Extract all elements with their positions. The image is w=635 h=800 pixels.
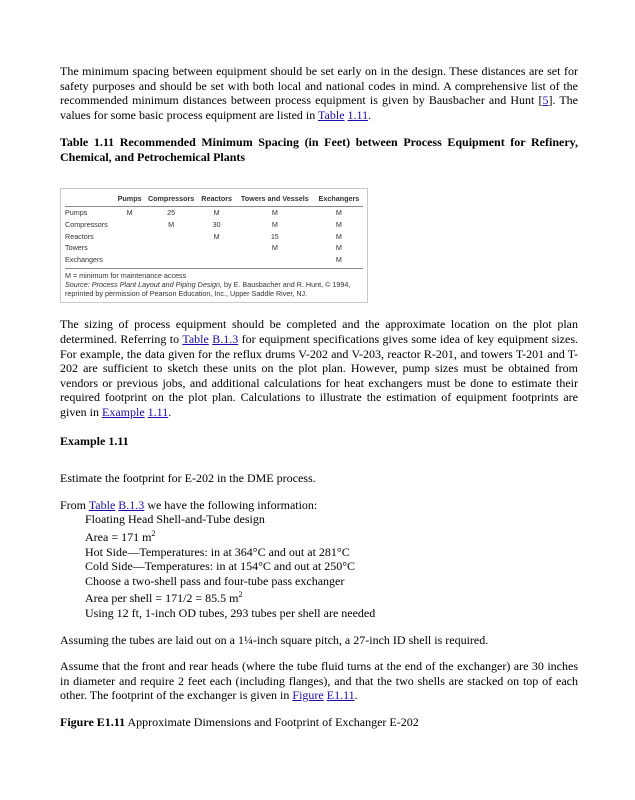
sizing-text-2: for equipment specifications gives some idea of key equipment sizes. For example, the data given for the reflux drums V-202 and V-203, reactor R-201, and towers T-201 and T-202 are sufficient to sketch these units on the plot plan. However, pump sizes must be obtained from vendors or previous jobs, and additional calculations for heat exchangers must be done to estimate their required footprint on the plot plan. Calculations to illustrate the estimation of equipment footprints are given in [60,332,578,420]
table-cell [144,254,199,266]
table-cell: M [271,219,278,229]
table-cell: Towers [65,243,88,253]
header-cell: Towers and Vessels [235,192,315,207]
list-item [85,588,578,606]
list-item: Hot Side—Temperatures: in at 364°C and out at 281°C [85,544,350,559]
spacing-table-image [60,188,368,304]
table-cell: M [213,231,220,241]
header-cell: Reactors [198,192,234,207]
table-cell: Pumps [65,207,88,217]
table-cell: M [168,219,175,229]
superscript: 2 [238,590,243,600]
table-cell: M [335,219,342,229]
table-cell: M [335,243,342,253]
table-cell: 25 [167,207,176,217]
list-item [85,527,578,545]
intro-paragraph [60,64,578,122]
table-cell [235,254,315,266]
sizing-end: . [168,405,172,420]
ref-5-link[interactable]: 5 [542,93,549,108]
table-cell [198,254,234,266]
header-cell: Exchangers [315,192,363,207]
table-cell [115,242,143,254]
source-italic: Source: Process Plant Layout and Piping Design, [65,280,223,290]
table-cell [115,218,143,230]
table-row [65,218,363,230]
table-cell: Compressors [65,219,108,229]
document-page [60,64,578,730]
assume-heads-paragraph [60,659,578,703]
table-cell: 15 [270,231,279,241]
table-cell: M [213,207,220,217]
table-cell: 30 [212,219,221,229]
superscript: 2 [151,529,156,538]
table-cell [198,242,234,254]
area-text: Area = 171 m [85,530,152,544]
header-cell: Compressors [144,192,199,207]
table-1-11-link[interactable]: 1.11 [347,107,369,122]
table-row [65,254,363,266]
figure-caption-text: Approximate Dimensions and Footprint of Exchanger E-202 [125,714,419,729]
from-line [60,498,578,513]
figure-label: Figure E1.11 [60,714,126,729]
figure-e1-11-link[interactable]: E1.11 [326,688,355,703]
table-cell [144,230,199,242]
spacing-table-header-row [65,192,363,207]
table-link[interactable]: Table [182,332,209,347]
sizing-text: The sizing of process equipment should be completed and the approximate location on the plot plan determined. Referring to [60,317,578,347]
figure-link[interactable]: Figure [292,688,324,703]
table-cell: M [126,207,133,217]
table-source [65,280,363,298]
example-1-11-link[interactable]: 1.11 [147,405,169,420]
table-cell: M [335,231,342,241]
table-b-1-3-link[interactable]: B.1.3 [118,497,145,512]
from-text-2: we have the following information: [144,497,318,512]
list-item: Using 12 ft, 1-inch OD tubes, 293 tubes per shell are needed [85,605,376,620]
source-rest: by E. Bausbacher and R. Hunt, © 1994, reprinted by permission of Pearson Education, Inc., Upper Saddle River, NJ. [65,280,351,299]
list-item: Cold Side—Temperatures: in at 154°C and out at 250°C [85,559,356,574]
list-item: Choose a two-shell pass and four-tube pass exchanger [85,573,345,588]
spacing-table [65,192,363,266]
info-list [60,512,578,620]
estimate-paragraph: Estimate the footprint for E-202 in the DME process. [60,471,316,486]
from-text: From [60,497,87,512]
table-row [65,206,363,218]
area-per-shell-text: Area per shell = 171/2 = 85.5 m [85,591,239,606]
table-row [65,230,363,242]
assume-tubes-paragraph: Assuming the tubes are laid out on a 1¼-inch square pitch, a 27-inch ID shell is required. [60,632,489,647]
table-b-1-3-link[interactable]: B.1.3 [212,332,239,347]
table-link[interactable]: Table [88,497,116,512]
list-item: Floating Head Shell-and-Tube design [85,512,265,527]
table-cell: Reactors [65,231,94,241]
table-row [65,242,363,254]
figure-caption [60,715,578,730]
table-cell [115,230,143,242]
intro-text-2: ]. The values for some basic process equipment are listed in [60,93,578,122]
heads-text: Assume that the front and rear heads (where the tube fluid turns at the end of the exchanger) are 30 inches in diameter and require 2 feet each (including flanges), and that the two shells are stacked on top of each other. The footprint of the exchanger is given in [60,659,578,703]
intro-text: The minimum spacing between equipment should be set early on in the design. These distances are set for safety purposes and should be set with both local and national codes in mind. A comprehensive list of the recommended minimum distances between process equipment is given by Bausbacher and Hunt [ [60,64,578,108]
table-cell: M [271,243,278,253]
table-note: M = minimum for maintenance access [65,268,363,280]
example-title: Example 1.11 [60,433,129,448]
table-link[interactable]: Table [318,107,345,122]
heads-end: . [354,688,358,703]
header-cell: Pumps [115,192,143,207]
table-cell: M [335,207,342,217]
sizing-paragraph [60,317,578,419]
header-cell [65,192,115,207]
table-title: Table 1.11 Recommended Minimum Spacing (in Feet) between Process Equipment for Refinery, Chemical, and Petrochemical Plants [60,135,578,164]
table-cell: M [335,255,342,265]
table-cell: M [271,207,278,217]
table-cell [115,254,143,266]
table-cell: Exchangers [65,255,103,265]
intro-end: . [368,107,372,122]
table-cell [144,242,199,254]
example-link[interactable]: Example [102,405,145,420]
